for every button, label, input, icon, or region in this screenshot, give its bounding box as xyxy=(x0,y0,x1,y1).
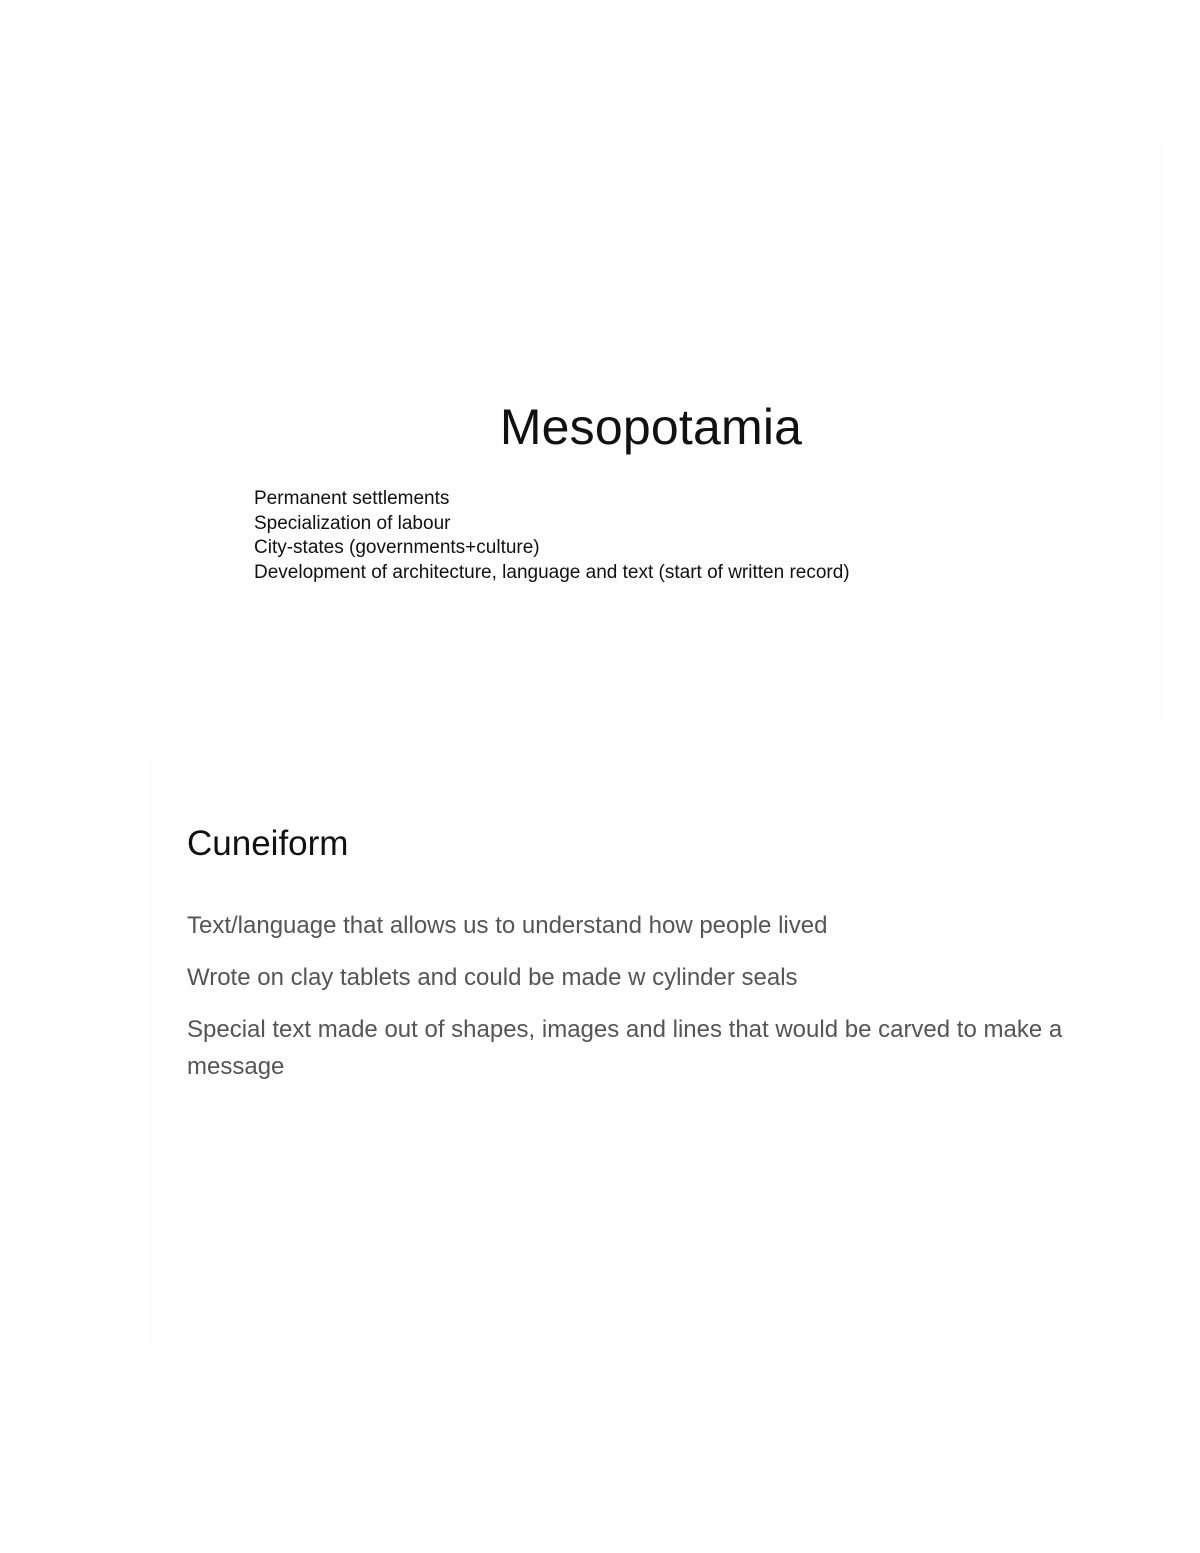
slide-title-cuneiform: Cuneiform xyxy=(187,824,349,863)
list-item: Permanent settlements xyxy=(254,488,450,509)
list-item: Special text made out of shapes, images and lines that would be carved to make a message xyxy=(187,1016,1063,1080)
list-item: Wrote on clay tablets and could be made w cylinder seals xyxy=(187,964,798,991)
mesopotamia-point-list xyxy=(254,487,850,585)
slide-title-mesopotamia: Mesopotamia xyxy=(499,399,803,455)
list-item: Text/language that allows us to understand how people lived xyxy=(187,912,828,939)
cuneiform-point-list xyxy=(187,907,1127,1100)
list-item: City-states (governments+culture) xyxy=(254,537,540,558)
list-item: Specialization of labour xyxy=(254,512,451,534)
list-item: Development of architecture, language and text (start of written record) xyxy=(254,561,850,583)
